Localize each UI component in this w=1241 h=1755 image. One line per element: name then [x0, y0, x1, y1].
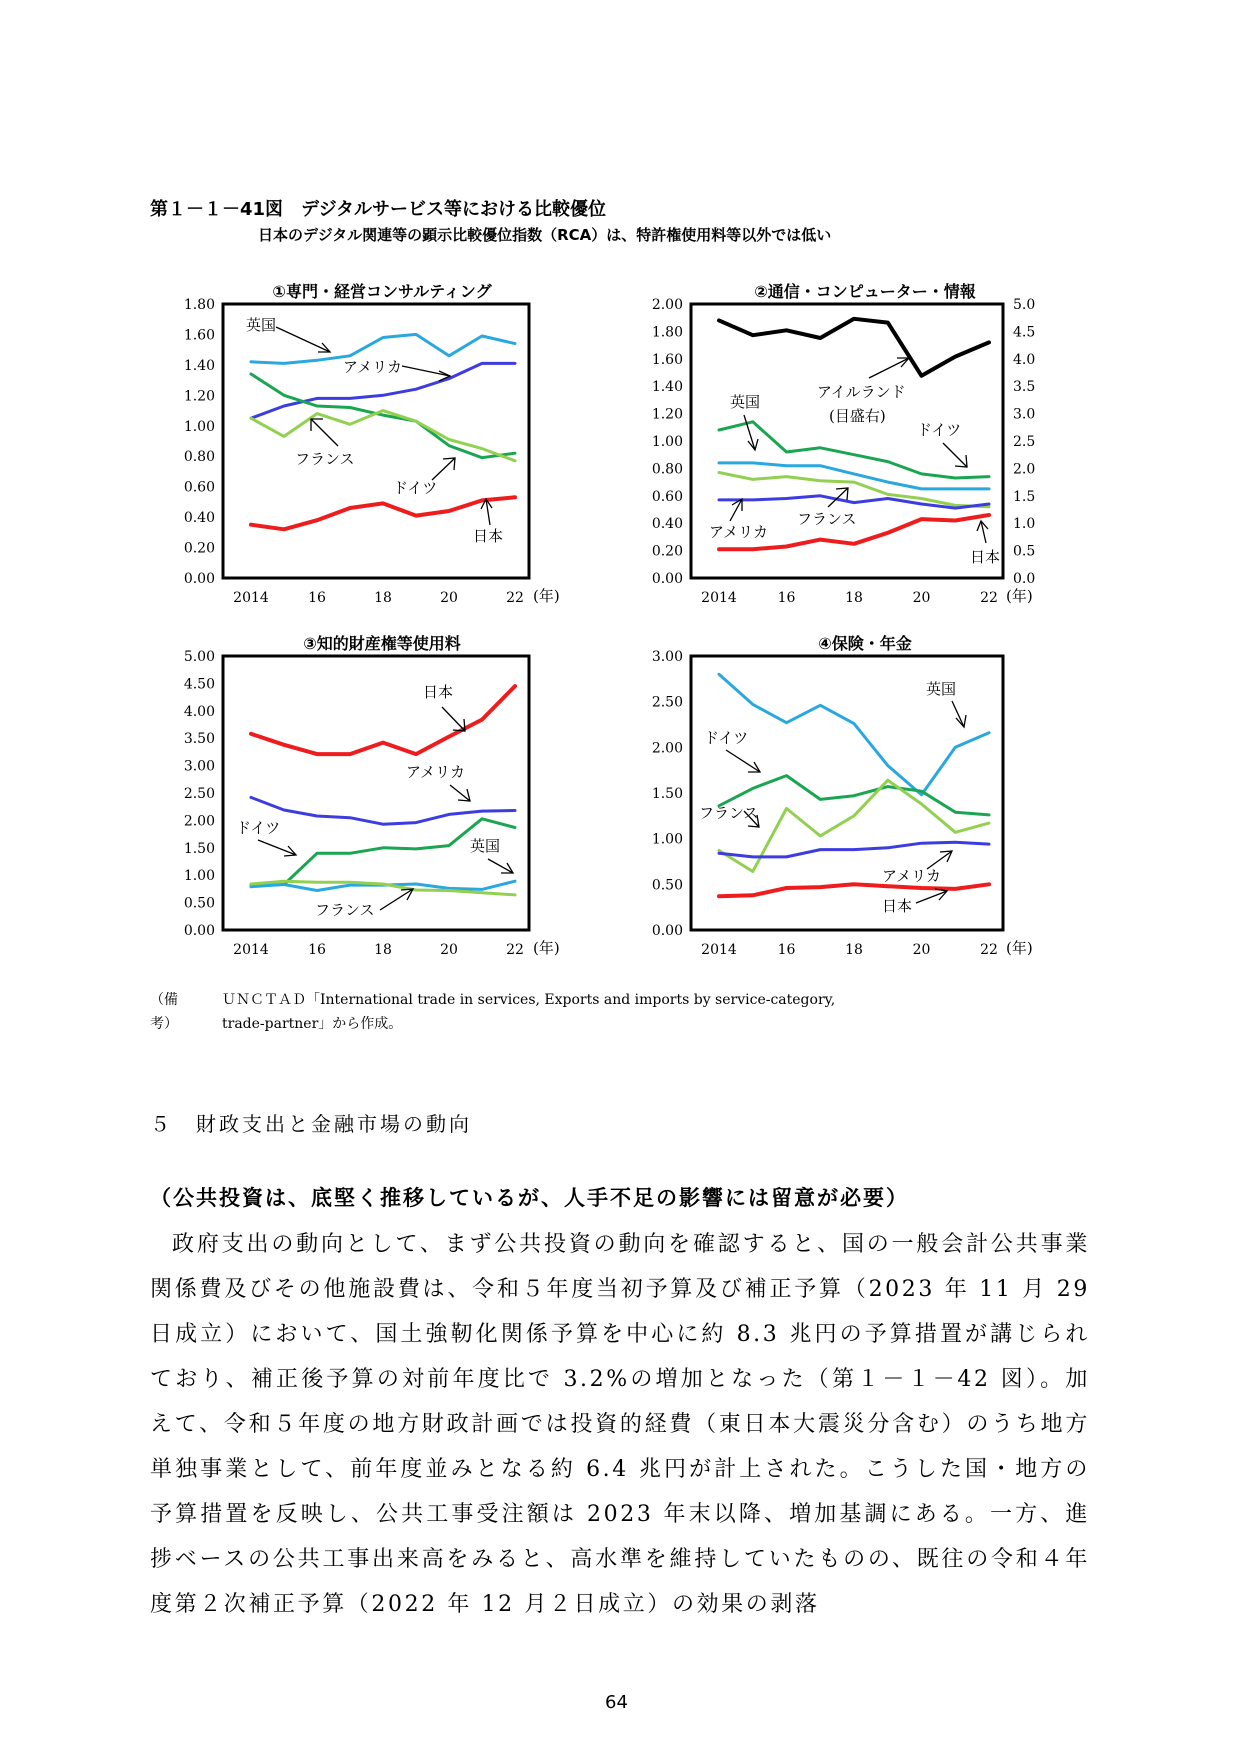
y-axis-right-ticks	[1013, 297, 1035, 587]
y-tick-label: 0.60	[651, 488, 683, 505]
series-line	[719, 319, 989, 376]
x-tick-label: 22	[980, 942, 998, 958]
arrow-us	[450, 785, 470, 801]
annotation-uk: 英国	[246, 316, 277, 334]
y-tick-label: 2.00	[651, 740, 683, 757]
annotation-uk: 英国	[730, 393, 761, 411]
arrow-germany	[726, 750, 760, 772]
y-tick-label: 4.00	[183, 703, 215, 720]
x-tick-label: 2014	[233, 942, 269, 958]
arrow-uk	[744, 415, 755, 450]
y-tick-label: 1.50	[651, 786, 683, 802]
y-tick-label: 1.00	[183, 418, 215, 435]
y-right-tick-label: 0.5	[1013, 543, 1036, 560]
y-tick-label: 1.80	[183, 297, 215, 313]
y-tick-label: 0.40	[183, 510, 215, 527]
arrow-ireland	[869, 358, 909, 378]
annotation-us: アメリカ	[882, 867, 941, 885]
y-tick-label: 1.50	[183, 840, 215, 857]
y-tick-label: 2.00	[183, 813, 215, 830]
y-tick-label: 0.20	[183, 540, 215, 557]
y-tick-label: 1.60	[183, 327, 215, 344]
y-tick-label: 0.20	[651, 543, 683, 560]
y-tick-label: 0.50	[651, 877, 683, 894]
y-tick-label: 0.00	[183, 571, 215, 587]
arrow-germany	[943, 443, 967, 467]
y-right-tick-label: 4.0	[1013, 351, 1036, 368]
series-line	[251, 411, 515, 461]
x-tick-label: 16	[777, 942, 796, 958]
x-tick-label: 20	[440, 590, 458, 606]
section-heading: ５ 財政支出と金融市場の動向	[150, 1112, 472, 1136]
y-tick-label: 2.50	[183, 786, 215, 802]
x-tick-label: 18	[374, 590, 392, 606]
y-tick-label: 0.50	[183, 895, 215, 912]
annotation-france: フランス	[295, 450, 355, 468]
annotation-japan: 日本	[970, 548, 1001, 566]
x-tick-label: 20	[440, 942, 458, 958]
x-tick-label: 18	[845, 590, 863, 606]
arrow-us	[402, 366, 450, 376]
y-tick-label: 1.00	[183, 868, 215, 885]
y-right-tick-label: 1.0	[1013, 516, 1036, 533]
x-axis-unit: (年)	[1006, 939, 1033, 957]
arrow-japan	[442, 707, 465, 731]
chart-insurance-pension	[624, 627, 1084, 967]
chart-title: ②通信・コンピューター・情報	[754, 282, 976, 301]
annotation-japan: 日本	[423, 683, 454, 701]
annotation-france: フランス	[797, 510, 857, 528]
series-line	[719, 776, 989, 815]
x-axis-unit: (年)	[533, 939, 560, 957]
note-text: ＵＮＣＴＡＤ「International trade in services, Exports and imports by service-category, trade-partner」から作成。	[222, 992, 836, 1032]
x-axis-ticks	[233, 942, 524, 958]
y-tick-label: 0.80	[183, 449, 215, 466]
series-line	[719, 842, 989, 857]
annotation-japan: 日本	[473, 527, 504, 545]
figure-title: 第１－１－41図 デジタルサービス等における比較優位	[150, 199, 606, 220]
series-line	[251, 497, 515, 529]
y-right-tick-label: 5.0	[1013, 297, 1036, 313]
x-tick-label: 22	[506, 590, 524, 606]
annotation-ireland: アイルランド	[817, 383, 906, 401]
x-axis-ticks	[701, 590, 998, 606]
y-tick-label: 0.00	[183, 923, 215, 939]
y-tick-label: 1.20	[183, 388, 215, 405]
arrow-france	[311, 419, 338, 446]
y-tick-label: 0.00	[651, 923, 683, 939]
annotation-germany: ドイツ	[917, 421, 962, 439]
annotation-us: アメリカ	[406, 763, 465, 781]
y-tick-label: 2.50	[651, 694, 683, 711]
y-tick-label: 1.00	[651, 831, 683, 848]
y-right-tick-label: 3.5	[1013, 379, 1036, 396]
chart-consulting	[150, 275, 610, 615]
arrow-uk	[276, 327, 330, 352]
section-subheading: （公共投資は、底堅く推移しているが、人手不足の影響には留意が必要）	[150, 1186, 909, 1210]
chart-telecom-computer	[624, 275, 1084, 615]
y-tick-label: 1.80	[651, 324, 683, 341]
body-paragraph: 政府支出の動向として、まず公共投資の動向を確認すると、国の一般会計公共事業関係費及びその他施設費は、令和５年度当初予算及び補正予算（2023 年 11 月 29 日成立）において、国土強靭化関係予算を中心に約 8.3 兆円の予算措置が講じられており、補正後予算の対前年度比で 3.2%の増加となった（第１－１－42 図）。加えて、令和５年度の地方財政計画では投資的経費（東日本大震災分含む）のうち地方単独事業として、前年度並みとなる約 6.4 兆円が計上された。こうした国・地方の予算措置を反映し、公共工事受注額は 2023 年末以降、増加基調にある。一方、進捗ベースの公共工事出来高をみると、高水準を維持していたものの、既往の令和４年度第２次補正予算（2022 年 12 月２日成立）の効果の剥落	[150, 1232, 1090, 1617]
annotation-us: アメリカ	[343, 358, 402, 376]
x-tick-label: 2014	[701, 942, 737, 958]
y-tick-label: 1.40	[183, 357, 215, 374]
y-tick-label: 3.00	[183, 758, 215, 775]
annotation-uk: 英国	[470, 837, 501, 855]
x-tick-label: 22	[980, 590, 998, 606]
x-tick-label: 16	[777, 590, 796, 606]
x-axis-unit: (年)	[1006, 587, 1033, 605]
x-tick-label: 16	[308, 590, 326, 606]
body-text	[150, 1222, 1090, 1627]
series-lines	[719, 674, 989, 896]
x-axis-unit: (年)	[533, 587, 560, 605]
y-axis-ticks	[184, 297, 215, 587]
y-tick-label: 3.50	[183, 731, 215, 748]
page-number: 64	[605, 1692, 628, 1713]
y-tick-label: 3.00	[651, 649, 683, 665]
annotation-france: フランス	[315, 901, 375, 919]
y-axis-ticks	[652, 649, 683, 939]
y-tick-label: 0.00	[651, 571, 683, 587]
series-line	[719, 496, 989, 508]
y-right-tick-label: 4.5	[1013, 324, 1036, 341]
x-axis-ticks	[233, 590, 524, 606]
y-tick-label: 2.00	[651, 297, 683, 313]
annotation-germany: ドイツ	[704, 729, 749, 747]
x-tick-label: 2014	[233, 590, 269, 606]
arrow-germany	[432, 458, 455, 480]
arrow-uk	[952, 701, 964, 727]
y-right-tick-label: 2.0	[1013, 461, 1036, 478]
annotation-ireland-axis: (目盛右)	[829, 407, 886, 425]
note-label: （備考）	[150, 992, 178, 1032]
series-line	[719, 884, 989, 896]
y-tick-label: 0.60	[183, 479, 215, 496]
x-tick-label: 2014	[701, 590, 737, 606]
y-right-tick-label: 0.0	[1013, 571, 1036, 587]
x-tick-label: 22	[506, 942, 524, 958]
x-tick-label: 20	[912, 942, 931, 958]
y-tick-label: 1.40	[651, 379, 683, 396]
x-axis-ticks	[701, 942, 998, 958]
y-axis-ticks	[184, 649, 215, 939]
x-tick-label: 20	[912, 590, 931, 606]
y-right-tick-label: 1.5	[1013, 488, 1036, 505]
annotation-us: アメリカ	[709, 523, 768, 541]
y-tick-label: 5.00	[183, 649, 215, 665]
x-tick-label: 16	[308, 942, 326, 958]
chart-title: ④保険・年金	[818, 634, 912, 653]
y-tick-label: 0.80	[651, 461, 683, 478]
y-right-tick-label: 2.5	[1013, 434, 1036, 450]
arrow-france	[380, 889, 413, 910]
series-line	[251, 686, 515, 754]
series-lines	[251, 686, 515, 895]
annotation-japan: 日本	[882, 897, 913, 915]
y-right-tick-label: 3.0	[1013, 406, 1036, 423]
y-tick-label: 0.40	[651, 516, 683, 533]
series-line	[251, 797, 515, 824]
annotation-uk: 英国	[926, 680, 957, 698]
annotation-france: フランス	[699, 804, 759, 822]
arrow-germany	[258, 840, 296, 855]
y-tick-label: 1.20	[651, 406, 683, 423]
figure-subtitle: 日本のデジタル関連等の顕示比較優位指数（RCA）は、特許権使用料等以外では低い	[258, 226, 832, 244]
y-tick-label: 4.50	[183, 676, 215, 693]
annotation-germany: ドイツ	[393, 479, 438, 497]
y-tick-label: 1.60	[651, 351, 683, 368]
x-tick-label: 18	[845, 942, 863, 958]
annotation-germany: ドイツ	[236, 819, 281, 837]
x-tick-label: 18	[374, 942, 392, 958]
y-axis-ticks	[652, 297, 683, 587]
chart-intellectual-property	[150, 627, 610, 967]
chart-title: ③知的財産権等使用料	[303, 634, 461, 653]
chart-title: ①専門・経営コンサルティング	[272, 282, 492, 301]
y-tick-label: 1.00	[651, 434, 683, 450]
series-line	[251, 374, 515, 458]
